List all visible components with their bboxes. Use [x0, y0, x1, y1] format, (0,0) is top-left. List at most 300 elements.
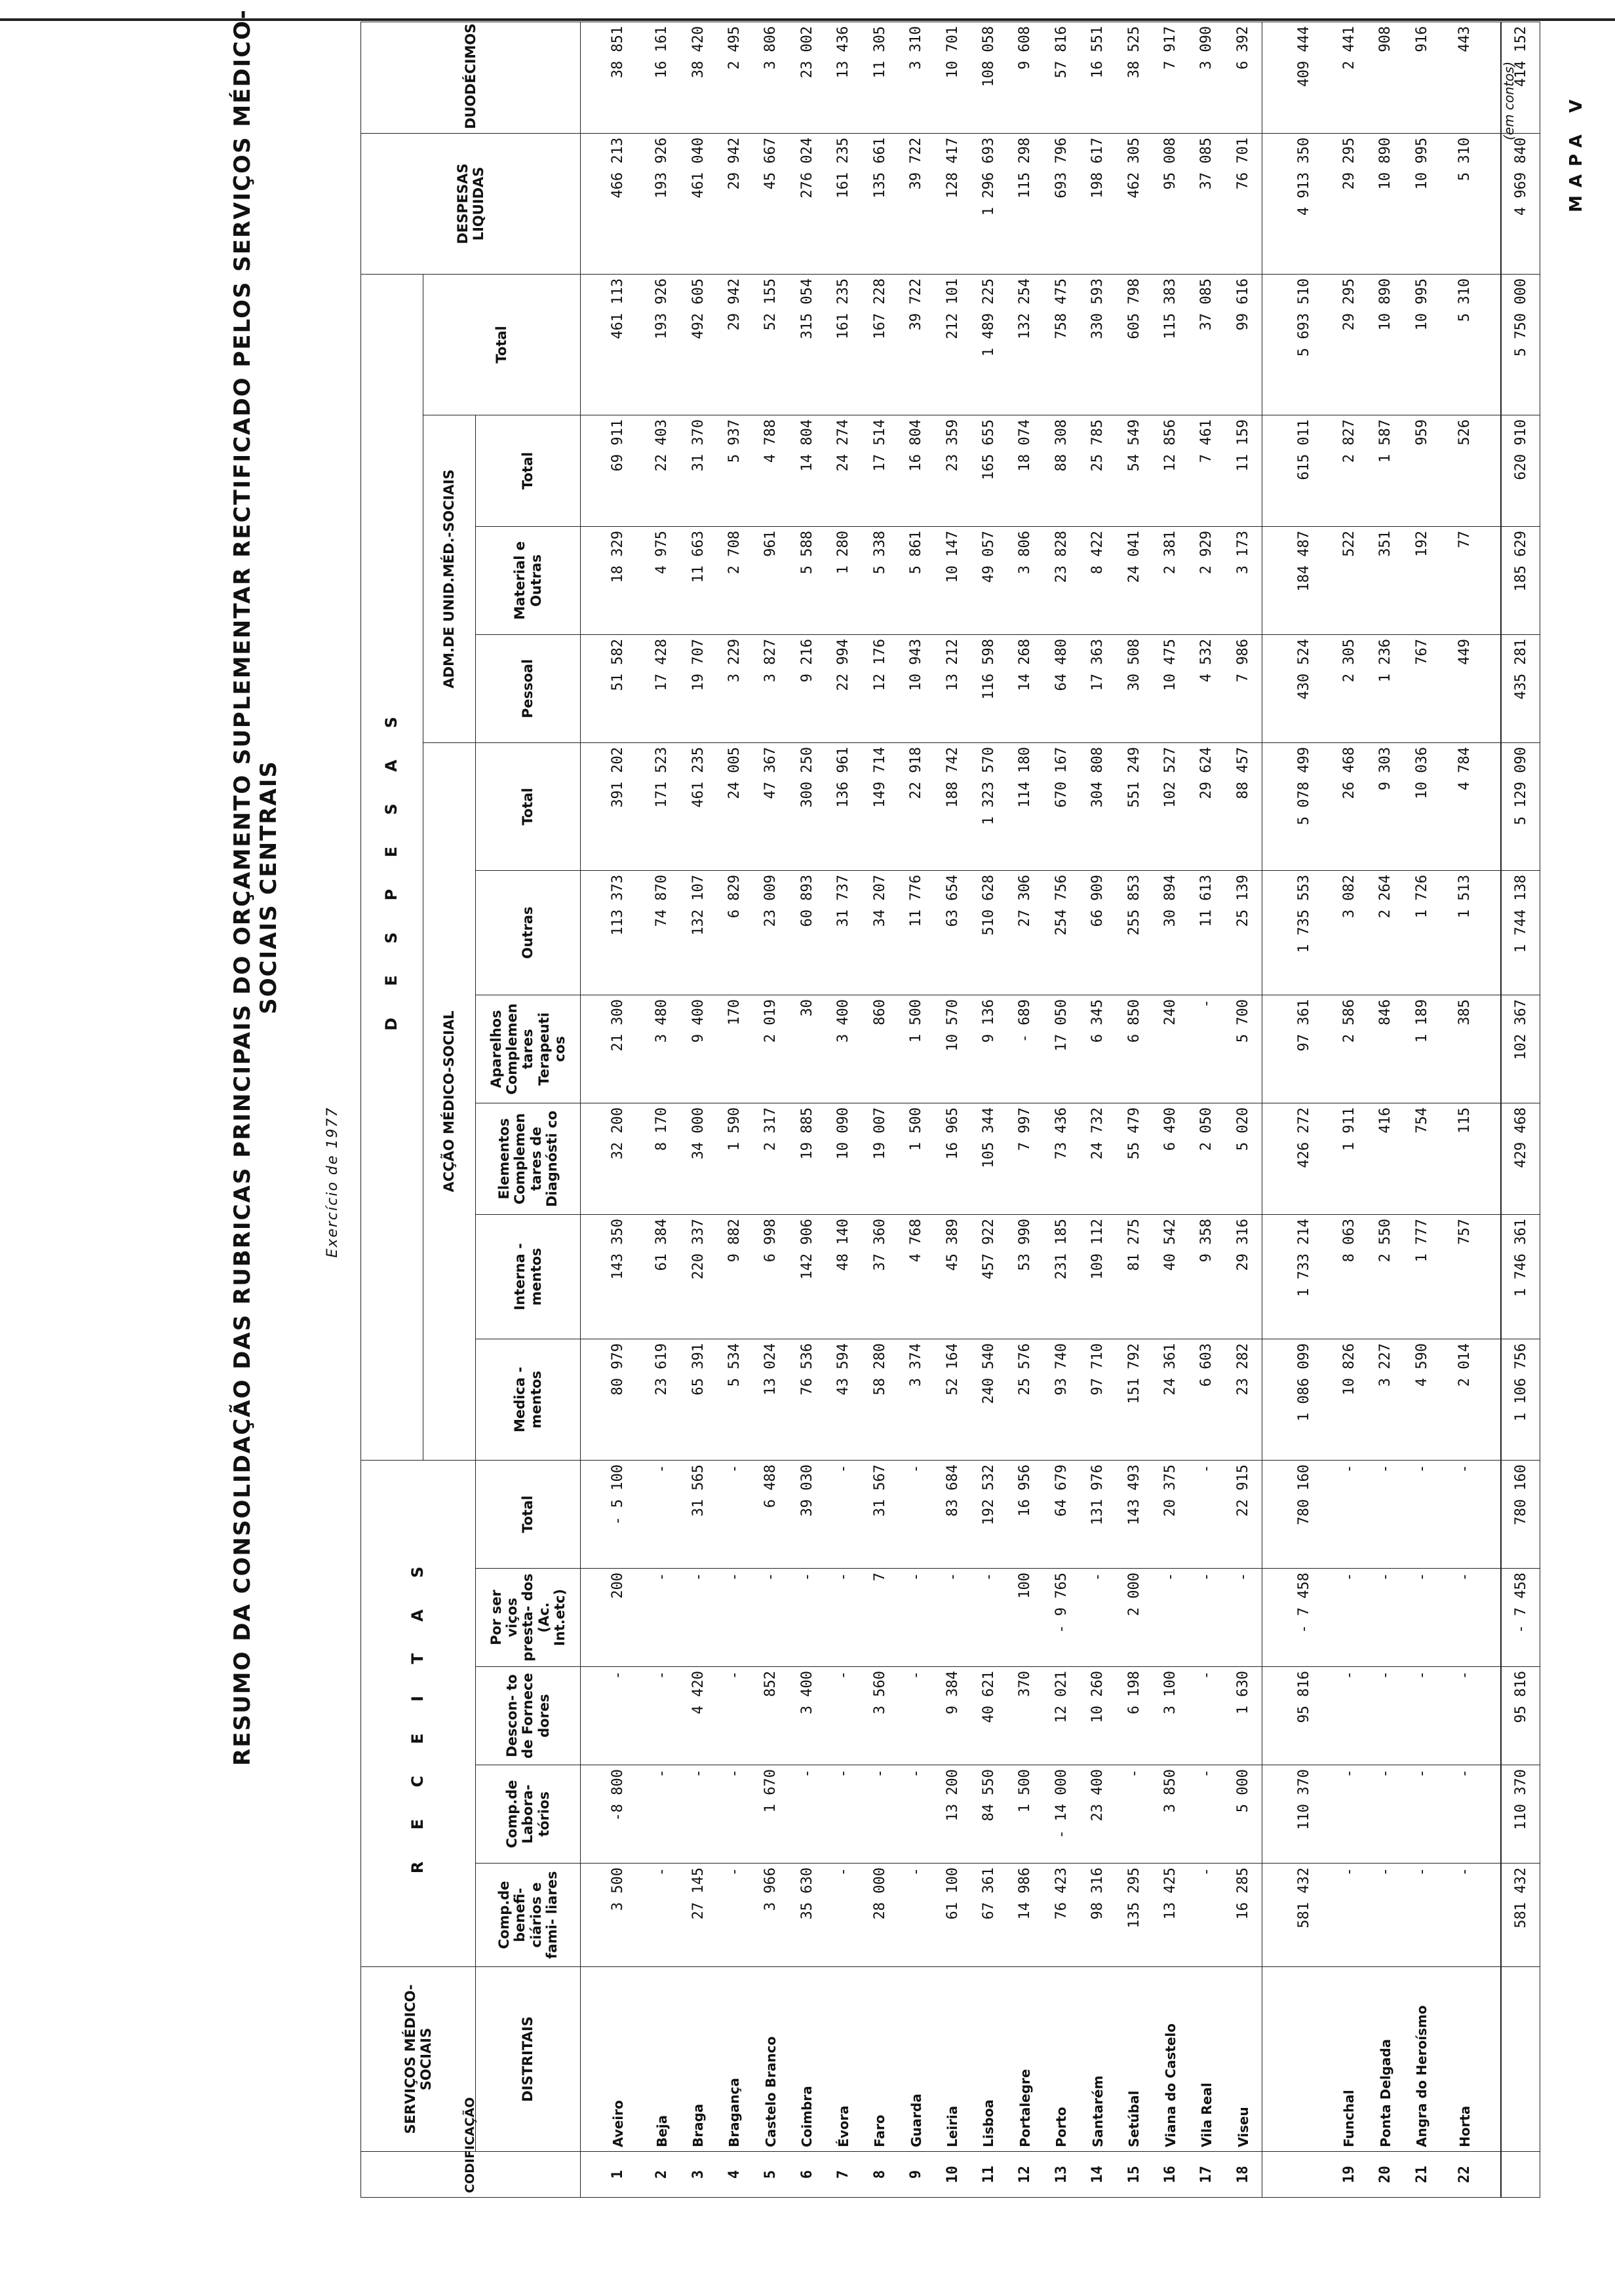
despesas-liquidas-header: DESPESAS LIQUIDAS [361, 133, 581, 274]
page-title: RESUMO DA CONSOLIDAÇÃO DAS RUBRICAS PRINCIPAIS DO ORÇAMENTO SUPLEMENTAR RECTIFICADO PELOS SERVIÇOS MÉDICO-SOCIAIS CENTRAIS [229, 9, 282, 1766]
total-cell: 4 969 840 [1501, 133, 1540, 274]
value-cell: 4 975 [644, 526, 680, 634]
value-cell: - [934, 1569, 970, 1667]
value-cell: - [1331, 1667, 1367, 1765]
table-row [1331, 22, 1367, 2197]
value-cell: 5 338 [861, 526, 897, 634]
value-cell: 10 036 [1403, 742, 1439, 870]
value-cell: 54 549 [1116, 415, 1152, 526]
value-cell: 3 500 [581, 1864, 644, 1967]
value-cell: 758 475 [1043, 274, 1080, 415]
value-cell: 37 085 [1188, 274, 1224, 415]
value-cell: 22 994 [825, 634, 861, 742]
despesas-header: D E S P E S A S [361, 274, 423, 1460]
value-cell: 13 436 [825, 22, 861, 133]
row-code: 10 [934, 2152, 970, 2198]
value-cell: 9 608 [1007, 22, 1043, 133]
value-cell: 2 441 [1331, 22, 1367, 133]
value-cell: 32 200 [581, 1103, 644, 1214]
value-cell: 135 295 [1116, 1864, 1152, 1967]
value-cell: 5 693 510 [1262, 274, 1331, 415]
value-cell: - [644, 1864, 680, 1967]
table-row [752, 22, 788, 2197]
value-cell: 1 777 [1403, 1214, 1439, 1339]
row-code: 19 [1331, 2152, 1367, 2198]
value-cell: 11 613 [1188, 870, 1224, 995]
value-cell: 170 [716, 995, 752, 1103]
value-cell: 12 176 [861, 634, 897, 742]
value-cell: - [1403, 1864, 1439, 1967]
value-cell: 29 624 [1188, 742, 1224, 870]
value-cell: 1 670 [752, 1765, 788, 1864]
value-cell: 16 161 [644, 22, 680, 133]
value-cell: 1 735 553 [1262, 870, 1331, 995]
value-cell: 23 619 [644, 1339, 680, 1460]
value-cell: 1 513 [1440, 870, 1501, 995]
value-cell: 860 [861, 995, 897, 1103]
value-cell: - [1403, 1765, 1439, 1864]
value-cell: 2 929 [1188, 526, 1224, 634]
value-cell: 38 851 [581, 22, 644, 133]
value-cell: 31 567 [861, 1460, 897, 1568]
value-cell: 60 893 [789, 870, 825, 995]
value-cell: 757 [1440, 1214, 1501, 1339]
district-name: Beja [644, 1967, 680, 2152]
value-cell: 2 050 [1188, 1103, 1224, 1214]
value-cell: 9 136 [971, 995, 1007, 1103]
value-cell: 6 603 [1188, 1339, 1224, 1460]
value-cell: - [1440, 1460, 1501, 1568]
value-cell: 16 965 [934, 1103, 970, 1214]
value-cell: 2 827 [1331, 415, 1367, 526]
value-cell: 2 708 [716, 526, 752, 634]
value-cell: 3 966 [752, 1864, 788, 1967]
value-cell: 231 185 [1043, 1214, 1080, 1339]
value-cell: 1 323 570 [971, 742, 1007, 870]
value-cell: 916 [1403, 22, 1439, 133]
value-cell: 780 160 [1262, 1460, 1331, 1568]
value-cell: 37 085 [1188, 133, 1224, 274]
table-row [1225, 22, 1262, 2197]
value-cell: - 9 765 [1043, 1569, 1080, 1667]
district-name: Guarda [898, 1967, 934, 2152]
value-cell: 240 540 [971, 1339, 1007, 1460]
value-cell: 457 922 [971, 1214, 1007, 1339]
value-cell: 76 536 [789, 1339, 825, 1460]
value-cell: - [680, 1569, 716, 1667]
value-cell: 39 722 [898, 274, 934, 415]
value-cell: 908 [1367, 22, 1403, 133]
value-cell: 4 784 [1440, 742, 1501, 870]
value-cell: 40 621 [971, 1667, 1007, 1765]
value-cell: 17 514 [861, 415, 897, 526]
row-code: 2 [644, 2152, 680, 2198]
value-cell: 304 808 [1080, 742, 1116, 870]
table-row [1440, 22, 1501, 2197]
value-cell: 12 021 [1043, 1667, 1080, 1765]
value-cell: 510 628 [971, 870, 1007, 995]
value-cell: 443 [1440, 22, 1501, 133]
value-cell: 115 298 [1007, 133, 1043, 274]
value-cell: 77 [1440, 526, 1501, 634]
duodecimos-header: DUODÉCIMOS [361, 22, 581, 133]
value-cell: 6 392 [1225, 22, 1262, 133]
total-cell: 1 744 138 [1501, 870, 1540, 995]
value-cell: 8 422 [1080, 526, 1116, 634]
value-cell: 6 998 [752, 1214, 788, 1339]
value-cell: - [1188, 1460, 1224, 1568]
value-cell: 23 828 [1043, 526, 1080, 634]
value-cell: 461 235 [680, 742, 716, 870]
value-cell: 3 400 [789, 1667, 825, 1765]
exercise-year: Exercício de 1977 [324, 1106, 341, 1258]
value-cell: - [1440, 1864, 1501, 1967]
medicamentos-header: Medica - mentos [476, 1339, 581, 1460]
value-cell: - [898, 1765, 934, 1864]
district-name: Lisboa [971, 1967, 1007, 2152]
value-cell: - [1367, 1864, 1403, 1967]
row-code: 11 [971, 2152, 1007, 2198]
value-cell: 11 159 [1225, 415, 1262, 526]
value-cell: 88 457 [1225, 742, 1262, 870]
value-cell: 83 684 [934, 1460, 970, 1568]
value-cell: 25 139 [1225, 870, 1262, 995]
value-cell: 9 400 [680, 995, 716, 1103]
value-cell: 852 [752, 1667, 788, 1765]
value-cell: 143 350 [581, 1214, 644, 1339]
value-cell: 9 882 [716, 1214, 752, 1339]
value-cell: 193 926 [644, 133, 680, 274]
value-cell: 105 344 [971, 1103, 1007, 1214]
value-cell: 1 086 099 [1262, 1339, 1331, 1460]
total-row-name [1501, 1967, 1540, 2152]
value-cell: 161 235 [825, 133, 861, 274]
value-cell: - [1188, 995, 1224, 1103]
value-cell: 3 100 [1152, 1667, 1188, 1765]
district-name: Santarém [1080, 1967, 1116, 2152]
row-code: 22 [1440, 2152, 1501, 2198]
value-cell: 142 906 [789, 1214, 825, 1339]
value-cell: 30 894 [1152, 870, 1188, 995]
value-cell: - 14 000 [1043, 1765, 1080, 1864]
value-cell: - [971, 1569, 1007, 1667]
value-cell: 551 249 [1116, 742, 1152, 870]
rec-total-header: Total [476, 1460, 581, 1568]
value-cell: 115 383 [1152, 274, 1188, 415]
row-code: 4 [716, 2152, 752, 2198]
value-cell: 149 714 [861, 742, 897, 870]
value-cell: 49 057 [971, 526, 1007, 634]
district-name: Porto [1043, 1967, 1080, 2152]
value-cell: 426 272 [1262, 1103, 1331, 1214]
value-cell: 2 264 [1367, 870, 1403, 995]
value-cell: 136 961 [825, 742, 861, 870]
value-cell: 754 [1403, 1103, 1439, 1214]
value-cell: 38 525 [1116, 22, 1152, 133]
value-cell: - [825, 1864, 861, 1967]
value-cell: 69 911 [581, 415, 644, 526]
value-cell: - [1440, 1667, 1501, 1765]
value-cell: 93 740 [1043, 1339, 1080, 1460]
value-cell: 29 295 [1331, 274, 1367, 415]
value-cell: 97 361 [1262, 995, 1331, 1103]
value-cell: 3 227 [1367, 1339, 1403, 1460]
district-name: Funchal [1331, 1967, 1367, 2152]
value-cell: 198 617 [1080, 133, 1116, 274]
value-cell: - [1367, 1667, 1403, 1765]
value-cell: 3 310 [898, 22, 934, 133]
codificacao-header: CODIFICAÇÃO [361, 2152, 581, 2198]
value-cell: 25 576 [1007, 1339, 1043, 1460]
value-cell: 23 282 [1225, 1339, 1262, 1460]
value-cell: - [644, 1460, 680, 1568]
value-cell: 43 594 [825, 1339, 861, 1460]
servicos-header: SERVIÇOS MÉDICO-SOCIAIS [361, 1967, 476, 2152]
value-cell: 22 403 [644, 415, 680, 526]
value-cell: 52 155 [752, 274, 788, 415]
district-name [1262, 1967, 1331, 2152]
row-code: 15 [1116, 2152, 1152, 2198]
value-cell: 165 655 [971, 415, 1007, 526]
value-cell: - [1367, 1765, 1403, 1864]
value-cell: 84 550 [971, 1765, 1007, 1864]
value-cell: 45 389 [934, 1214, 970, 1339]
value-cell: - [716, 1460, 752, 1568]
value-cell: 8 063 [1331, 1214, 1367, 1339]
value-cell: 7 986 [1225, 634, 1262, 742]
value-cell: 2 586 [1331, 995, 1367, 1103]
value-cell: - [825, 1667, 861, 1765]
value-cell: - [752, 1569, 788, 1667]
value-cell: 23 359 [934, 415, 970, 526]
value-cell: - [581, 1667, 644, 1765]
value-cell: 959 [1403, 415, 1439, 526]
table-row [644, 22, 680, 2197]
value-cell: 526 [1440, 415, 1501, 526]
value-cell: 605 798 [1116, 274, 1152, 415]
value-cell: - [861, 1765, 897, 1864]
total-cell: 110 370 [1501, 1765, 1540, 1864]
value-cell: 10 260 [1080, 1667, 1116, 1765]
value-cell: 2 550 [1367, 1214, 1403, 1339]
value-cell: 113 373 [581, 870, 644, 995]
value-cell: - [644, 1765, 680, 1864]
value-cell: 200 [581, 1569, 644, 1667]
value-cell: 57 816 [1043, 22, 1080, 133]
row-code: 14 [1080, 2152, 1116, 2198]
value-cell: 3 827 [752, 634, 788, 742]
total-cell: - 7 458 [1501, 1569, 1540, 1667]
value-cell: - [898, 1569, 934, 1667]
distritais-header: DISTRITAIS [476, 1967, 581, 2152]
value-cell: 1 500 [898, 995, 934, 1103]
district-name: Viana do Castelo [1152, 1967, 1188, 2152]
value-cell: - [898, 1864, 934, 1967]
value-cell: 391 202 [581, 742, 644, 870]
value-cell: - [825, 1765, 861, 1864]
value-cell: 240 [1152, 995, 1188, 1103]
value-cell: 38 420 [680, 22, 716, 133]
value-cell: - [1403, 1460, 1439, 1568]
value-cell: 12 856 [1152, 415, 1188, 526]
total-cell: 620 910 [1501, 415, 1540, 526]
value-cell: 430 524 [1262, 634, 1331, 742]
value-cell: 30 508 [1116, 634, 1152, 742]
value-cell: 10 890 [1367, 133, 1403, 274]
row-code: 13 [1043, 2152, 1080, 2198]
value-cell: 22 918 [898, 742, 934, 870]
value-cell: 98 316 [1080, 1864, 1116, 1967]
value-cell: 115 [1440, 1103, 1501, 1214]
value-cell: 5 588 [789, 526, 825, 634]
value-cell: 23 002 [789, 22, 825, 133]
value-cell: 4 788 [752, 415, 788, 526]
district-name: Bragança [716, 1967, 752, 2152]
value-cell: 99 616 [1225, 274, 1262, 415]
value-cell: 53 990 [1007, 1214, 1043, 1339]
value-cell: 2 495 [716, 22, 752, 133]
value-cell: 131 976 [1080, 1460, 1116, 1568]
value-cell: 39 722 [898, 133, 934, 274]
value-cell: 1 733 214 [1262, 1214, 1331, 1339]
value-cell: - 7 458 [1262, 1569, 1331, 1667]
value-cell: 961 [752, 526, 788, 634]
table-row [581, 22, 644, 2197]
internamentos-header: Interna - mentos [476, 1214, 581, 1339]
value-cell: 276 024 [789, 133, 825, 274]
total-cell: 414 152 [1501, 22, 1540, 133]
value-cell: 4 420 [680, 1667, 716, 1765]
adm-total-header: Total [476, 415, 581, 526]
value-cell: 2 381 [1152, 526, 1188, 634]
value-cell: 34 207 [861, 870, 897, 995]
row-code: 7 [825, 2152, 861, 2198]
value-cell: 10 090 [825, 1103, 861, 1214]
total-row-code [1501, 2152, 1540, 2198]
value-cell: 16 551 [1080, 22, 1116, 133]
row-code: 20 [1367, 2152, 1403, 2198]
value-cell: - [1331, 1569, 1367, 1667]
value-cell: 1 236 [1367, 634, 1403, 742]
row-code [1262, 2152, 1331, 2198]
value-cell: - [1331, 1864, 1367, 1967]
value-cell: 64 679 [1043, 1460, 1080, 1568]
value-cell: - 5 100 [581, 1460, 644, 1568]
value-cell: 135 661 [861, 133, 897, 274]
value-cell: -8 800 [581, 1765, 644, 1864]
row-code: 5 [752, 2152, 788, 2198]
value-cell: 449 [1440, 634, 1501, 742]
value-cell: 10 826 [1331, 1339, 1367, 1460]
value-cell: 26 468 [1331, 742, 1367, 870]
value-cell: 615 011 [1262, 415, 1331, 526]
value-cell: - [716, 1569, 752, 1667]
table-row [825, 22, 861, 2197]
value-cell: - [1403, 1569, 1439, 1667]
value-cell: 14 986 [1007, 1864, 1043, 1967]
value-cell: - [898, 1667, 934, 1765]
value-cell: - [789, 1765, 825, 1864]
value-cell: 2 305 [1331, 634, 1367, 742]
value-cell: 24 041 [1116, 526, 1152, 634]
value-cell: 61 100 [934, 1864, 970, 1967]
value-cell: 255 853 [1116, 870, 1152, 995]
value-cell: 6 490 [1152, 1103, 1188, 1214]
value-cell: 23 400 [1080, 1765, 1116, 1864]
value-cell: 9 303 [1367, 742, 1403, 870]
total-cell: 95 816 [1501, 1667, 1540, 1765]
value-cell: 30 [789, 995, 825, 1103]
value-cell: 63 654 [934, 870, 970, 995]
value-cell: 48 140 [825, 1214, 861, 1339]
acao-medico-social-header: ACÇÃO MÉDICO-SOCIAL [423, 742, 476, 1460]
row-code: 17 [1188, 2152, 1224, 2198]
value-cell: 6 488 [752, 1460, 788, 1568]
value-cell: 1 189 [1403, 995, 1439, 1103]
value-cell: 52 164 [934, 1339, 970, 1460]
total-cell: 1 106 756 [1501, 1339, 1540, 1460]
value-cell: 17 428 [644, 634, 680, 742]
value-cell: 330 593 [1080, 274, 1116, 415]
district-name: Castelo Branco [752, 1967, 788, 2152]
value-cell: 95 816 [1262, 1667, 1331, 1765]
value-cell: 10 570 [934, 995, 970, 1103]
value-cell: 1 911 [1331, 1103, 1367, 1214]
value-cell: 351 [1367, 526, 1403, 634]
value-cell: 315 054 [789, 274, 825, 415]
value-cell: 2 019 [752, 995, 788, 1103]
value-cell: 193 926 [644, 274, 680, 415]
comp-benef-header: Comp.de benefi- ciários e fami- liares [476, 1864, 581, 1967]
district-name: Viseu [1225, 1967, 1262, 2152]
value-cell: - [1152, 1569, 1188, 1667]
value-cell: 461 040 [680, 133, 716, 274]
value-cell: 19 885 [789, 1103, 825, 1214]
value-cell: 108 058 [971, 22, 1007, 133]
value-cell: 31 565 [680, 1460, 716, 1568]
value-cell: 10 995 [1403, 274, 1439, 415]
value-cell: 11 305 [861, 22, 897, 133]
value-cell: - [1116, 1765, 1152, 1864]
total-cell: 1 746 361 [1501, 1214, 1540, 1339]
district-name: Évora [825, 1967, 861, 2152]
value-cell: - [1080, 1569, 1116, 1667]
value-cell: - [1403, 1667, 1439, 1765]
value-cell: 693 796 [1043, 133, 1080, 274]
row-code: 8 [861, 2152, 897, 2198]
total-cell: 5 129 090 [1501, 742, 1540, 870]
value-cell: 581 432 [1262, 1864, 1331, 1967]
value-cell: 13 425 [1152, 1864, 1188, 1967]
value-cell: 116 598 [971, 634, 1007, 742]
elementos-header: Elementos Complemen tares de Diagnósti co [476, 1103, 581, 1214]
value-cell: 4 532 [1188, 634, 1224, 742]
value-cell: - [680, 1765, 716, 1864]
table-row [1116, 22, 1152, 2197]
value-cell: 300 250 [789, 742, 825, 870]
value-cell: 45 667 [752, 133, 788, 274]
value-cell: - [1188, 1569, 1224, 1667]
value-cell: 171 523 [644, 742, 680, 870]
value-cell: - [644, 1569, 680, 1667]
table-row [1152, 22, 1188, 2197]
value-cell: 29 316 [1225, 1214, 1262, 1339]
value-cell: 3 480 [644, 995, 680, 1103]
value-cell: 109 112 [1080, 1214, 1116, 1339]
value-cell: 1 500 [1007, 1765, 1043, 1864]
value-cell: 409 444 [1262, 22, 1331, 133]
value-cell: 114 180 [1007, 742, 1043, 870]
